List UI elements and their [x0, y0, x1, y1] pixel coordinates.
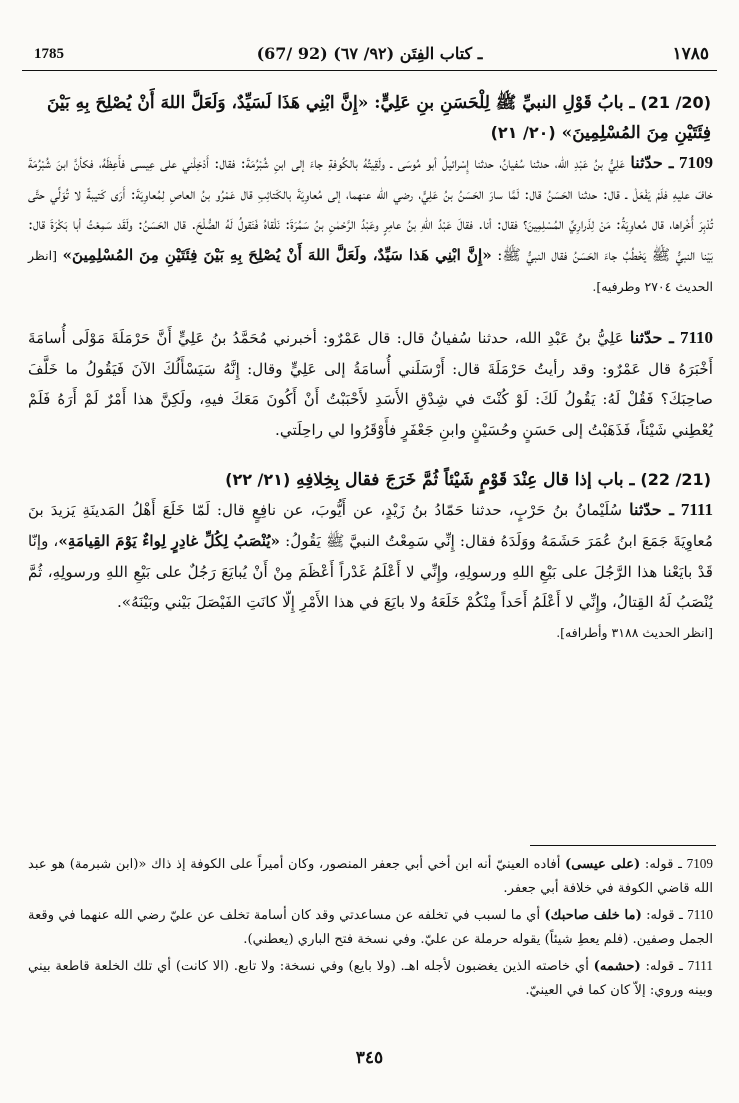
footnote-7111 — [28, 954, 713, 1003]
footnote-term: (حشمه) — [593, 959, 641, 974]
footnote-7110 — [28, 903, 713, 952]
footnote-number: 7109 — [686, 856, 713, 871]
footnote-text: أي ما لسبب في تخلفه عن مساعدتي وقد كان أسامة تخلف عن عليّ رضي الله عنهما في وقعة الجمل وصفين. (فلم يعطِ شيئاً) يقوله حرملة عن عليّ. وفي نسخة فتح الباري (يعطني). — [28, 908, 713, 947]
chapter-ref-arabic: (٢٠/ ٢١) — [490, 123, 556, 142]
chapter-ref: (20/ 21) — [640, 93, 711, 112]
hadith-text: سُلَيْمانُ بنُ حَرْبٍ، حدثنا حَمّادُ بنُ زَيْدٍ، عن أَيُّوبَ، عن نافِعٍ قال: لَمّا خَلَعَ أَهْلُ المَدينَةِ يَزيدَ بنَ مُعاوِيَةَ جَمَعَ ابنُ عُمَرَ حَشَمَهُ ووَلَدَهُ فقال: إِنِّي سَمِعْتُ النبيَّ ﷺ يَقُولُ: — [28, 501, 714, 550]
hadith-number: 7110 — [679, 327, 714, 347]
footnote-number: 7110 — [687, 907, 713, 922]
page-header — [22, 36, 717, 71]
footnote-lead: ـ قوله: — [641, 908, 683, 923]
hadith-text: عَلِيُّ بنُ عَبْدِ الله، حدثنا سُفيانُ، حدثنا إِسْرائيلُ أبو مُوسَى ـ ولَقِيتُهُ بالكُوفةِ جاءَ إلى ابنِ شُبْرُمَةَ: فقال: أَدْخِلْني على عِيسى فأَعِظَهُ، فكأنَّ ابنَ شُبْرُمَةَ خافَ عليهِ فلَمْ يَفْعَلْ ـ قال: حدثنا الحَسَنُ قال: لَمَّا سارَ الحَسَنُ بنُ عَلِيٍّ، رضي الله عنهما، إلى مُعاوِيَةَ بالكَتائِبِ قال عَمْرُو بنُ العاصِ لِمُعاوِيَةَ: أَرَى كَتيبةً لا تُوَلِّي حتَّى تُدْبِرَ أُخْراها، قال مُعاوِيَةُ: مَنْ لِذَرارِيِّ المُسْلِمِينَ؟ فقال: أنا. فقالَ عَبْدُ اللهِ بنُ عامِرٍ وعَبْدُ الرَّحْمٰنِ بنُ سَمُرَةَ: نَلْقاهُ فَنَقولُ لَهُ الصُّلْحَ. قال الحَسَنُ: ولَقَد سَمِعْتُ أبا بَكْرَةَ قال: بَيْنا النبيُّ ﷺ يَخْطُبُ جاءَ الحَسَنُ فقال النبيُّ ﷺ: — [28, 154, 714, 264]
hadith-number: 7109 — [679, 153, 714, 172]
footnote-text: أي خاصته الذين يغضبون لأجله اهـ. (ولا بايع) وفي نسخة: ولا تابع. (الا كانت) أي تلك الخلعة قاطعة بيني وبينه وروي: إلاّ كان كما في العينيّ. — [28, 959, 713, 998]
hadith-7110 — [28, 323, 713, 445]
haddathana: ـ حدّثنا — [630, 153, 674, 172]
footnote-term: (ما خلف صاحبك) — [544, 908, 642, 923]
chapter-title: ـ باب إذا قال عِنْدَ قَوْمٍ شَيْئاً ثُمَّ خَرَجَ فقال بِخِلافِهِ — [296, 470, 635, 491]
footnote-number: 7111 — [687, 958, 713, 973]
header-page-arabic: ١٧٨٥ — [672, 44, 709, 64]
footnote-divider — [530, 845, 716, 846]
hadith-text-continued: ، وإنّا قَدْ بايَعْنا هذا الرَّجُلَ على بَيْعِ اللهِ ورسولِهِ، وإِنِّي لا أَعْلَمُ غَدْراً أَعْظَمَ مِنْ أَنْ يُبايَعَ رَجُلٌ على بَيْعِ اللهِ ورسولِهِ، ثُمَّ يُنْصَبُ لَهُ القِتالُ، وإِنِّي لا أَعْلَمُ أَحَداً مِنْكُمْ خَلَعَهُ ولا بايَعَ في هذا الأَمْرِ إِلّا كانَتِ الفَيْصَلَ بَيْني وبَيْنَهُ». — [28, 531, 713, 612]
hadith-number: 7111 — [680, 500, 713, 520]
hadith-quote: «يُنْصَبُ لِكُلِّ غادِرٍ لِواءٌ يَوْمَ القِيامَةِ» — [58, 531, 281, 550]
footnote-lead: ـ قوله: — [640, 959, 683, 974]
hadith-reference: [انظر الحديث ٢٧٠٤ وطرفيه]. — [28, 247, 713, 295]
main-text — [28, 88, 713, 648]
footnote-7109 — [28, 852, 713, 901]
footnote-term: (على عيسى) — [565, 857, 641, 872]
hadith-reference: [انظر الحديث ٣١٨٨ وأطرافه]. — [556, 624, 713, 640]
hadith-7111 — [28, 495, 713, 617]
header-page-latin: 1785 — [34, 46, 64, 62]
hadith-quote: «إِنَّ ابْنِي هَذا سَيِّدٌ، ولَعَلَّ اللهَ أَنْ يُصْلِحَ بِهِ بَيْنَ فِئَتَيْنِ مِنَ المُسْلِمِينَ» — [62, 245, 492, 264]
chapter-ref-arabic: (٢١/ ٢٢) — [225, 470, 291, 490]
chapter-ref: (21/ 22) — [640, 470, 711, 490]
footnote-text: أفاده العينيّ أنه ابن أخي أبي جعفر المنصور، وكان أميراً على الكوفة إذ ذاك «(ابن شبرمة) هو عبد الله قاضي الكوفة في خلافة أبي جعفر. — [28, 857, 713, 896]
hadith-7109 — [28, 148, 713, 303]
footnote-lead: ـ قوله: — [640, 857, 683, 872]
chapter-title: ـ بابُ قَوْلِ النبيِّ ﷺ لِلْحَسَنِ بنِ عَلِيٍّ: «إِنَّ ابْنِي هَذَا لَسَيِّدٌ، وَلَعَلَّ اللهَ أَنْ يُصْلِحَ بِهِ بَيْنَ فِئَتَيْنِ مِنَ المُسْلِمِينَ» — [46, 93, 711, 143]
haddathana: ـ حدّثنا — [629, 327, 674, 347]
header-title: (67/ 92) ـ كتاب الفِتَن (٩٢/ ٦٧) — [256, 44, 483, 63]
haddathana: ـ حدّثنا — [629, 500, 674, 520]
chapter-heading-21 — [28, 88, 713, 148]
page-number: ٣٤٥ — [355, 1048, 384, 1068]
hadith-text: عَلِيُّ بنُ عَبْدِ الله، حدثنا سُفيانُ قال: قال عَمْرٌو: أخبرني مُحَمَّدُ بنُ عَلِيٍّ أَنَّ حَرْمَلَةَ مَوْلَى أُسامَةَ أَخْبَرَهُ قال عَمْرٌو: وقد رأيتُ حَرْمَلَةَ قال: أَرْسَلَني أُسامَةُ إلى عَلِيٍّ وقال: إِنَّهُ سَيَسْأَلُكَ الآنَ فَيَقُولُ ما خَلَّفَ صاحِبَكَ؟ فَقُلْ لَهُ: يَقُولُ لَكَ: لَوْ كُنْتَ في شِدْقِ الأَسَدِ لأَحْبَبْتُ أَنْ أَكُونَ مَعَكَ فيهِ، ولَكِنَّ هذا أَمْرٌ لَمْ أَرَهُ فَلَمْ يُعْطِني شَيْئاً، فَذَهَبْتُ إلى حَسَنٍ وحُسَيْنٍ وابنِ جَعْفَرٍ فأَوْقَرُوا لي راحِلَتي. — [28, 328, 713, 439]
footnotes — [28, 852, 713, 1005]
chapter-heading-22 — [28, 465, 713, 495]
